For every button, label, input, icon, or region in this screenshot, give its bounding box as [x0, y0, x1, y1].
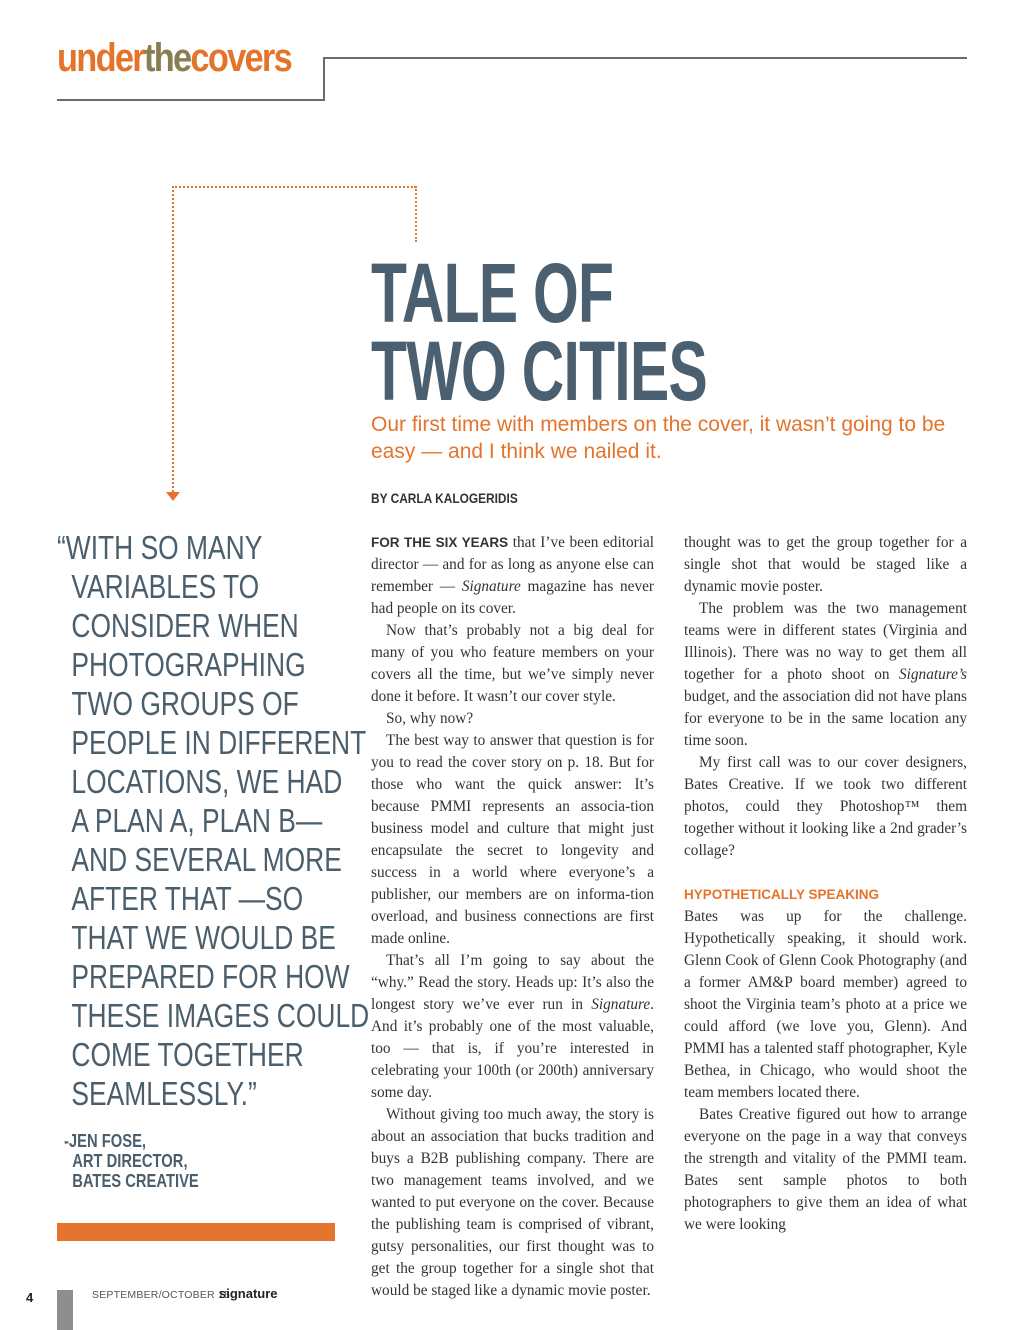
- lead-in: FOR THE SIX YEARS: [371, 535, 509, 550]
- header-rule-top: [323, 57, 967, 59]
- article-subtitle: Our first time with members on the cover, it wasn’t going to be easy — and I think we nailed it.: [371, 413, 946, 463]
- footer-issue: SEPTEMBER/OCTOBER 15: [92, 1289, 231, 1301]
- logo-the: the: [143, 36, 191, 80]
- arrow-down-icon: [166, 492, 180, 501]
- accent-bar: [57, 1223, 335, 1241]
- quote-line: LOCATIONS, WE HAD: [71, 763, 343, 800]
- quote-line: TWO GROUPS OF: [71, 685, 299, 722]
- title-line-1: TALE OF: [371, 246, 614, 340]
- footer-block: [57, 1290, 73, 1330]
- text-run: My first call was to our cover designers, Bates Creative. If we took two different photos, could they Photoshop™ them together without it looking like a 2nd grader’s collage?: [684, 754, 967, 859]
- dotted-connector-left: [172, 186, 174, 492]
- quote-line: COME TOGETHER: [71, 1036, 304, 1073]
- text-run: Bates was up for the challenge. Hypothetically speaking, it should work. Glenn Cook of Glenn Cook Photography (and a former AM&P board member) agreed to shoot the Virginia team’s photo at a price we could afford (we love you, Glenn). And PMMI has a talented staff photographer, Kyle Bethea, in Chicago, who would shoot the team members located there.: [684, 908, 967, 1101]
- article-column-left: [371, 532, 654, 1299]
- quote-line: PREPARED FOR HOW: [71, 958, 350, 995]
- paragraph: [371, 532, 654, 620]
- text-run: budget, and the association did not have plans for everyone to be in the same location any time soon.: [684, 688, 967, 749]
- dotted-connector-top: [172, 186, 416, 188]
- header-rule-vertical: [323, 58, 325, 101]
- article-title: [371, 246, 791, 418]
- text-run: thought was to get the group together for a single shot that would be staged like a dynamic movie poster.: [684, 534, 967, 595]
- attribution-company: BATES CREATIVE: [72, 1171, 199, 1191]
- paragraph: The best way to answer that question is for you to read the cover story on p. 18. But for those who want the quick answer: It’s because PMMI represents an associa-tion business model and culture that might just encapsulate the secret to longevity and success in a world where everyone’s a publisher, our members are on informa-tion overload, and business connections are first made online.: [371, 732, 654, 947]
- magazine-name: Signature: [461, 578, 521, 595]
- byline: BY CARLA KALOGERIDIS: [371, 490, 518, 506]
- text-run: Bates Creative figured out how to arrange everyone on the page in a way that conveys the strength and vitality of the PMMI team. Bates sent sample photos to both photographers to give them an idea of what we were looking: [684, 1106, 967, 1233]
- quote-line: AND SEVERAL MORE: [71, 841, 342, 878]
- logo-covers: covers: [190, 36, 292, 80]
- paragraph: [684, 598, 967, 752]
- text-run: . And it’s probably one of the most valuable, too — that is, if you’re interested in celebrating your 100th (or 200th) anniversary some day.: [371, 996, 654, 1101]
- text-run: magazine has never had people on its cover.: [371, 578, 654, 617]
- section-subhead: HYPOTHETICALLY SPEAKING: [684, 887, 880, 902]
- paragraph: So, why now?: [386, 710, 474, 727]
- paragraph: [684, 1104, 967, 1236]
- pull-quote: [57, 528, 370, 1113]
- page-number: 4: [26, 1290, 34, 1305]
- dotted-connector-right: [415, 186, 417, 242]
- section-logo: [57, 38, 291, 78]
- paragraph: Now that’s probably not a big deal for many of you who feature members on your covers all the time, but we’ve simply never done it before. It wasn’t our cover style.: [371, 622, 654, 705]
- quote-line: CONSIDER WHEN: [71, 607, 299, 644]
- attribution-name: -JEN FOSE,: [64, 1131, 147, 1151]
- quote-line: THAT WE WOULD BE: [71, 919, 336, 956]
- paragraph: [371, 950, 654, 1104]
- quote-line: SEAMLESSLY.”: [71, 1075, 257, 1112]
- article-column-right-frame: [684, 532, 967, 1262]
- paragraph: Without giving too much away, the story is about an association that bucks tradition and buys a B2B publishing company. There are two management teams involved, and we wanted to put everyone on the cover. Because the publishing team is comprised of vibrant, gutsy personalities, our first thought was to get the group together for a single shot that would be staged like a dynamic movie poster.: [371, 1106, 654, 1299]
- paragraph: [684, 752, 967, 862]
- text-run: The problem was the two management teams were in different states (Virginia and Illinois). There was no way to get them all together for a photo shoot on: [684, 600, 967, 683]
- text-run: That’s all I’m going to say about the “why.” Read the story. Heads up: It’s also the longest story we’ve ever run in: [371, 952, 654, 1013]
- quote-line: PEOPLE IN DIFFERENT: [71, 724, 367, 761]
- magazine-name: Signature: [591, 996, 651, 1013]
- quote-line: A PLAN A, PLAN B—: [71, 802, 323, 839]
- quote-line: VARIABLES TO: [71, 568, 260, 605]
- magazine-name: Signature’s: [899, 666, 967, 683]
- article-column-right: [684, 532, 967, 1236]
- text-run: that I’ve been editorial director — and for as long as anyone else can remember —: [371, 534, 654, 595]
- quote-attribution: [64, 1131, 199, 1191]
- paragraph: [684, 532, 967, 598]
- attribution-title: ART DIRECTOR,: [72, 1151, 188, 1171]
- quote-line: AFTER THAT —SO: [71, 880, 304, 917]
- quote-line: PHOTOGRAPHING: [71, 646, 306, 683]
- title-line-2: TWO CITIES: [371, 324, 707, 418]
- logo-under: under: [57, 36, 144, 80]
- footer-magazine: signature: [219, 1286, 278, 1301]
- quote-line: THESE IMAGES COULD: [71, 997, 370, 1034]
- header-rule-bottom: [57, 99, 325, 101]
- paragraph: [684, 906, 967, 1104]
- quote-line: “WITH SO MANY: [57, 529, 263, 566]
